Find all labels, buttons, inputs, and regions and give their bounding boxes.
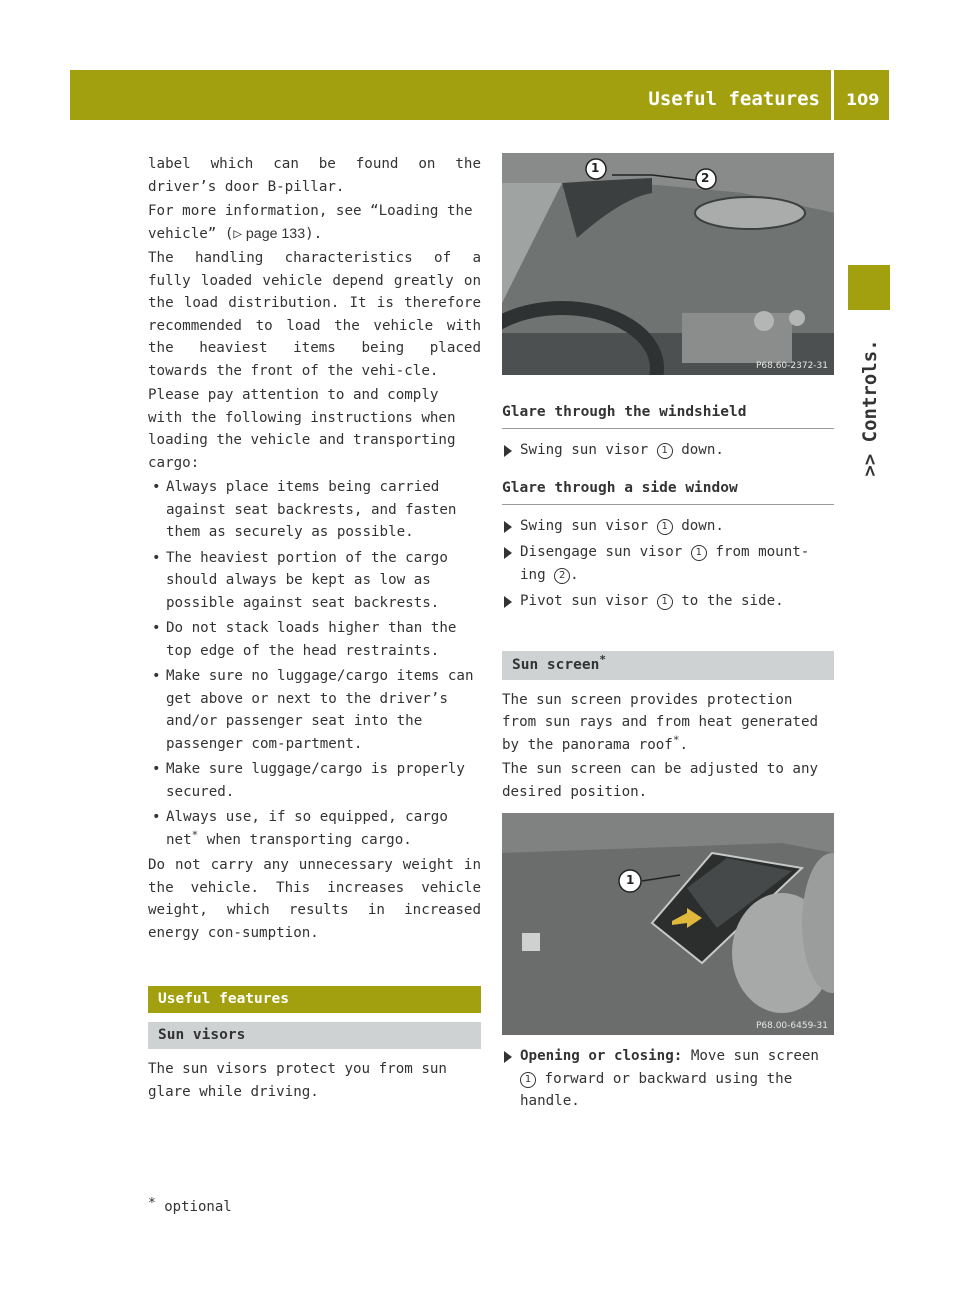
- right-column: [502, 153, 834, 1117]
- page-ref-link[interactable]: page 133: [241, 225, 306, 242]
- paragraph: The sun screen can be adjusted to any desired position.: [502, 761, 819, 800]
- figure-code: P68.60-2372-31: [755, 361, 828, 371]
- callout-number-icon: 1: [520, 1072, 536, 1088]
- header-divider: [831, 70, 834, 120]
- sun-screen-illustration: [502, 813, 834, 1035]
- optional-marker: *: [599, 652, 606, 666]
- step-item: [502, 515, 834, 538]
- paragraph: The sun visors protect you from sun glare while driving.: [148, 1061, 447, 1100]
- step-text: .: [570, 566, 579, 583]
- section-heading-text: Sun screen: [512, 656, 600, 673]
- heading-glare-windshield: Glare through the windshield: [502, 401, 834, 429]
- chapter-label: >> Controls.: [859, 339, 881, 477]
- footnote: [148, 1196, 232, 1215]
- step-text: Pivot sun visor: [520, 593, 657, 609]
- heading-glare-side-window: Glare through a side window: [502, 477, 834, 505]
- sun-visor-drawing: [502, 153, 834, 375]
- left-column: [148, 153, 481, 1105]
- section-heading-useful-features: Useful features: [148, 986, 481, 1013]
- callout-number-icon: 1: [657, 594, 673, 610]
- step-text: Swing sun visor: [520, 517, 657, 534]
- optional-marker: *: [191, 827, 199, 841]
- figure-code: P68.00-6459-31: [755, 1021, 828, 1031]
- step-label: Opening or closing:: [520, 1048, 683, 1064]
- step-arrow-icon: [504, 1051, 512, 1063]
- callout-label-1: 1: [626, 873, 635, 887]
- paragraph: The handling characteristics of a fully loaded vehicle depend greatly on the load distribution. It is therefore recommended to load the vehicle with the heaviest items being placed towards the front of the vehi-cle.: [148, 250, 481, 379]
- callout-number-icon: 1: [657, 443, 673, 459]
- paragraph-text: .: [679, 736, 689, 753]
- step-arrow-icon: [504, 547, 512, 559]
- list-item: • The heaviest portion of the cargo should always be kept as low as possible against seat backrests.: [148, 547, 481, 615]
- step-text: Swing sun visor: [520, 441, 657, 458]
- list-item: • Do not stack loads higher than the top edge of the head restraints.: [148, 617, 481, 662]
- page-ref-arrow-icon: ▷: [233, 225, 242, 242]
- page-number: 109: [846, 90, 880, 109]
- paragraph-text: The sun screen provides protection from sun rays and from heat generated by the panorama roof: [502, 691, 819, 753]
- step-text: down.: [672, 441, 724, 458]
- step-text: from mount-ing: [520, 544, 810, 583]
- step-item: [502, 590, 834, 613]
- step-arrow-icon: [504, 596, 512, 608]
- step-arrow-icon: [504, 445, 512, 457]
- list-item-text: Always use, if so equipped, cargo net: [166, 809, 448, 848]
- paragraph: [502, 689, 834, 757]
- list-item-text: when transporting cargo.: [198, 831, 412, 848]
- reference-text-end: ).: [305, 225, 323, 242]
- page-title: Useful features: [648, 88, 820, 110]
- instruction-list: [148, 476, 481, 851]
- step-text: Disengage sun visor: [520, 544, 691, 560]
- section-heading-sun-screen: [502, 651, 834, 680]
- sun-screen-drawing: [502, 813, 834, 1035]
- callout-number-icon: 1: [691, 545, 707, 561]
- chapter-tab: [848, 265, 890, 310]
- callout-label-1: 1: [591, 161, 600, 175]
- step-text: down.: [672, 517, 724, 534]
- step-item: [502, 541, 834, 586]
- paragraph: Please pay attention to and comply with the following instructions when loading the vehicle and transporting cargo:: [148, 387, 456, 471]
- footnote-text: optional: [155, 1199, 232, 1215]
- reference-text: For more information, see “Loading the vehicle” (: [148, 203, 473, 242]
- paragraph: Do not carry any unnecessary weight in the vehicle. This increases vehicle weight, which results in increased energy con-sumption.: [148, 857, 481, 941]
- list-item: • Make sure no luggage/cargo items can get above or next to the driver’s and/or passenger seat into the passenger com-partment.: [148, 665, 481, 755]
- paragraph: label which can be found on the driver’s door B-pillar.: [148, 156, 481, 195]
- step-arrow-icon: [504, 521, 512, 533]
- step-item: [502, 439, 834, 462]
- list-item: [148, 806, 481, 851]
- callout-number-icon: 2: [554, 568, 570, 584]
- list-item: • Always place items being carried against seat backrests, and fasten them as securely as possible.: [148, 476, 481, 544]
- optional-marker: *: [148, 1196, 156, 1211]
- callout-label-2: 2: [701, 171, 710, 185]
- step-text: to the side.: [672, 593, 784, 609]
- sun-visor-illustration: [502, 153, 834, 375]
- step-item: [502, 1045, 834, 1113]
- step-text: forward or backward using the handle.: [520, 1070, 793, 1109]
- optional-marker: *: [672, 732, 680, 746]
- callout-number-icon: 1: [657, 519, 673, 535]
- subsection-heading-sun-visors: Sun visors: [148, 1022, 481, 1049]
- list-item: • Make sure luggage/cargo is properly secured.: [148, 758, 481, 803]
- paragraph-reference: [148, 200, 481, 245]
- step-text: Move sun screen: [682, 1048, 819, 1064]
